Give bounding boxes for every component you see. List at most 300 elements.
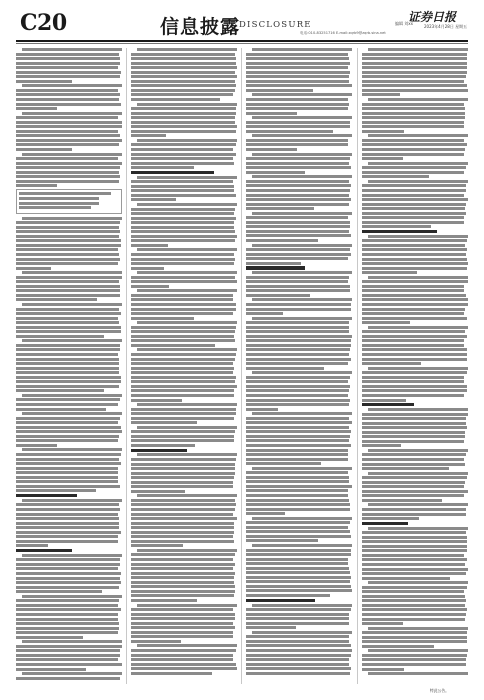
text-line	[16, 312, 121, 315]
text-line	[131, 517, 237, 520]
text-line	[16, 235, 119, 238]
text-line	[16, 540, 118, 543]
text-line	[368, 48, 468, 51]
text-line	[362, 317, 467, 320]
text-line	[362, 303, 468, 306]
text-line	[22, 112, 122, 115]
text-line	[246, 385, 350, 388]
section-title: 信息披露	[160, 16, 241, 38]
text-line	[22, 303, 122, 306]
text-line	[131, 62, 236, 65]
text-line	[246, 453, 348, 456]
text-line	[246, 253, 351, 256]
text-line	[246, 171, 305, 174]
text-line	[16, 636, 83, 639]
text-line	[362, 362, 421, 365]
text-line	[362, 62, 467, 65]
text-line	[16, 180, 119, 183]
text-line	[246, 280, 348, 283]
text-line	[362, 536, 467, 539]
text-line	[362, 476, 467, 479]
text-line	[131, 421, 197, 424]
text-line	[362, 431, 465, 434]
text-line	[22, 412, 122, 415]
text-line	[22, 672, 122, 675]
text-line	[362, 166, 466, 169]
text-line	[246, 121, 350, 124]
text-line	[16, 130, 118, 133]
text-line	[131, 253, 234, 256]
text-line	[131, 463, 235, 466]
text-line	[16, 93, 120, 96]
text-line	[16, 321, 119, 324]
text-line	[131, 121, 235, 124]
text-line	[16, 522, 119, 525]
text-line	[362, 244, 465, 247]
text-line	[368, 180, 468, 183]
text-line	[131, 380, 235, 383]
text-line	[246, 53, 348, 56]
text-line	[131, 134, 166, 137]
text-line	[252, 134, 352, 137]
text-line	[246, 125, 350, 128]
text-line	[362, 289, 464, 292]
text-line	[362, 175, 429, 178]
text-line	[252, 271, 352, 274]
text-line	[131, 258, 235, 261]
text-line	[246, 62, 350, 65]
text-line	[246, 194, 349, 197]
text-line	[246, 103, 349, 106]
text-line	[16, 125, 122, 128]
text-line	[246, 66, 348, 69]
column-divider	[357, 48, 358, 684]
text-line	[131, 198, 176, 201]
text-line	[362, 335, 467, 338]
issue-date: 2023年4月28日 星期五	[424, 24, 468, 29]
text-line	[131, 326, 236, 329]
text-line	[362, 198, 468, 201]
text-line	[246, 294, 310, 297]
text-line	[16, 444, 57, 447]
text-line	[362, 116, 465, 119]
text-line	[16, 517, 119, 520]
text-line	[131, 672, 212, 675]
text-line	[16, 294, 120, 297]
text-line	[22, 153, 122, 156]
text-line	[246, 462, 321, 465]
text-line	[16, 175, 120, 178]
text-line	[16, 654, 120, 657]
text-line	[246, 580, 350, 583]
text-line	[246, 335, 352, 338]
text-line	[368, 408, 468, 411]
text-line	[362, 248, 467, 251]
text-line	[246, 399, 350, 402]
text-line	[131, 112, 236, 115]
text-line	[362, 148, 465, 151]
text-line	[131, 344, 215, 347]
text-line	[16, 453, 121, 456]
section-heading-line	[16, 494, 77, 497]
text-line	[246, 449, 348, 452]
text-line	[246, 571, 350, 574]
text-line	[16, 577, 120, 580]
text-line	[246, 622, 349, 625]
text-line	[131, 75, 237, 78]
text-line	[362, 157, 403, 160]
text-line	[362, 308, 465, 311]
text-line	[131, 522, 234, 525]
text-line	[362, 262, 468, 265]
text-line	[16, 471, 118, 474]
text-line	[362, 380, 464, 383]
text-line	[131, 194, 236, 197]
text-line	[368, 235, 468, 238]
text-line	[246, 344, 351, 347]
text-line	[252, 317, 352, 320]
text-line	[16, 226, 119, 229]
text-line	[16, 485, 120, 488]
text-line	[368, 98, 468, 101]
text-line	[362, 481, 465, 484]
text-line	[362, 554, 464, 557]
text-line	[16, 89, 118, 92]
text-line	[131, 244, 168, 247]
text-line	[246, 562, 348, 565]
text-line	[131, 667, 237, 670]
text-line	[246, 362, 348, 365]
text-line	[16, 103, 121, 106]
text-line	[362, 125, 464, 128]
text-line	[246, 358, 351, 361]
text-line	[131, 84, 236, 87]
text-line	[16, 280, 119, 283]
text-line	[362, 267, 467, 270]
text-line	[246, 658, 349, 661]
text-line	[22, 217, 122, 220]
text-line	[362, 485, 464, 488]
text-line	[131, 485, 233, 488]
text-line	[246, 353, 349, 356]
text-line	[246, 189, 350, 192]
text-line	[131, 285, 169, 288]
text-line	[16, 358, 119, 361]
text-line	[16, 572, 121, 575]
text-line	[362, 139, 464, 142]
text-line	[131, 303, 236, 306]
text-line	[16, 558, 120, 561]
text-line	[131, 308, 236, 311]
text-line	[131, 658, 233, 661]
text-line	[131, 280, 237, 283]
text-line	[246, 626, 296, 629]
text-line	[16, 371, 119, 374]
text-line	[246, 239, 318, 242]
text-line	[362, 572, 466, 575]
text-line	[362, 358, 467, 361]
text-line	[362, 640, 467, 643]
text-line	[137, 426, 237, 429]
text-line	[131, 531, 234, 534]
text-line	[131, 53, 235, 56]
text-line	[252, 244, 352, 247]
text-line	[246, 257, 348, 260]
text-line	[16, 166, 120, 169]
text-line	[137, 176, 237, 179]
text-line	[246, 157, 350, 160]
text-line	[362, 668, 404, 671]
text-line	[16, 604, 118, 607]
text-line	[16, 526, 119, 529]
masthead	[0, 0, 484, 44]
text-line	[362, 298, 468, 301]
text-line	[246, 326, 349, 329]
text-line	[16, 258, 120, 261]
text-line	[246, 521, 350, 524]
text-line	[16, 462, 121, 465]
text-line	[368, 134, 468, 137]
text-line	[246, 198, 351, 201]
text-line	[362, 216, 464, 219]
text-line	[16, 398, 120, 401]
text-line	[131, 125, 237, 128]
text-line	[246, 308, 351, 311]
table-row	[19, 192, 111, 195]
text-line	[16, 535, 118, 538]
text-line	[362, 75, 466, 78]
text-line	[246, 80, 349, 83]
text-line	[16, 362, 119, 365]
text-line	[246, 589, 352, 592]
text-line	[16, 417, 120, 420]
text-line	[362, 531, 466, 534]
text-line	[246, 489, 348, 492]
column-divider	[126, 48, 127, 684]
text-line	[16, 586, 119, 589]
text-line	[362, 394, 464, 397]
text-line	[246, 430, 351, 433]
text-line	[246, 535, 351, 538]
text-line	[131, 367, 234, 370]
text-line	[16, 71, 121, 74]
text-line	[362, 239, 467, 242]
text-line	[368, 276, 468, 279]
text-line	[131, 267, 164, 270]
text-line	[362, 221, 464, 224]
text-line	[22, 448, 122, 451]
article-column-2	[131, 48, 237, 684]
text-line	[362, 636, 467, 639]
text-line	[362, 225, 431, 228]
text-line	[131, 408, 236, 411]
text-line	[362, 545, 467, 548]
text-line	[246, 403, 349, 406]
text-line	[362, 586, 467, 589]
text-line	[137, 644, 237, 647]
text-line	[131, 335, 234, 338]
text-line	[131, 663, 236, 666]
text-line	[16, 668, 86, 671]
text-line	[131, 212, 234, 215]
text-line	[16, 148, 72, 151]
text-line	[16, 627, 119, 630]
text-line	[362, 513, 466, 516]
text-line	[16, 330, 121, 333]
text-line	[16, 489, 96, 492]
text-line	[252, 153, 352, 156]
text-line	[246, 339, 351, 342]
text-line	[131, 590, 235, 593]
text-line	[16, 513, 118, 516]
text-line	[16, 353, 118, 356]
text-line	[137, 103, 237, 106]
text-line	[22, 84, 122, 87]
text-line	[362, 189, 466, 192]
text-line	[131, 298, 233, 301]
text-line	[362, 107, 465, 110]
table-box	[16, 189, 122, 213]
text-line	[246, 644, 351, 647]
text-line	[362, 467, 449, 470]
text-line	[246, 234, 351, 237]
text-line	[246, 539, 318, 542]
text-line	[16, 285, 120, 288]
text-line	[246, 499, 349, 502]
text-line	[246, 389, 349, 392]
text-line	[246, 162, 349, 165]
text-line	[362, 654, 467, 657]
text-line	[16, 162, 122, 165]
text-line	[368, 449, 468, 452]
text-line	[246, 180, 349, 183]
text-line	[362, 463, 465, 466]
text-line	[246, 262, 301, 265]
text-line	[131, 221, 234, 224]
text-line	[362, 631, 467, 634]
text-line	[16, 98, 119, 101]
article-columns	[16, 48, 468, 684]
text-line	[362, 622, 403, 625]
text-line	[16, 248, 118, 251]
text-line	[252, 631, 352, 634]
text-line	[246, 57, 349, 60]
text-line	[362, 171, 464, 174]
text-line	[246, 130, 333, 133]
text-line	[246, 376, 350, 379]
text-line	[246, 216, 348, 219]
text-line	[131, 503, 236, 506]
text-line	[131, 93, 233, 96]
text-line	[131, 208, 235, 211]
text-line	[131, 157, 233, 160]
text-line	[362, 271, 417, 274]
text-line	[131, 567, 233, 570]
text-line	[362, 508, 466, 511]
text-line	[131, 540, 234, 543]
text-line	[131, 635, 233, 638]
text-line	[362, 645, 434, 648]
text-line	[16, 221, 120, 224]
text-line	[16, 408, 106, 411]
text-line	[16, 645, 122, 648]
text-line	[16, 658, 118, 661]
text-line	[362, 312, 464, 315]
text-line	[246, 530, 350, 533]
table-row	[19, 202, 99, 205]
text-line	[131, 143, 236, 146]
section-heading-line	[362, 522, 408, 525]
text-line	[246, 649, 352, 652]
page-number: C20	[20, 10, 67, 36]
text-line	[16, 62, 120, 65]
text-line	[131, 226, 234, 229]
text-line	[246, 408, 278, 411]
text-line	[246, 394, 348, 397]
text-line	[246, 672, 350, 675]
header-rule-thin	[16, 43, 468, 44]
text-line	[131, 613, 235, 616]
text-line	[16, 230, 120, 233]
text-line	[131, 513, 233, 516]
text-line	[252, 298, 352, 301]
text-line	[246, 207, 314, 210]
text-line	[368, 649, 468, 652]
text-line	[362, 435, 465, 438]
text-line	[16, 608, 121, 611]
text-line	[16, 335, 104, 338]
text-line	[362, 207, 465, 210]
text-line	[131, 640, 181, 643]
text-line	[131, 116, 235, 119]
text-line	[16, 239, 121, 242]
text-line	[246, 84, 352, 87]
text-line	[362, 353, 467, 356]
text-line	[362, 57, 467, 60]
text-line	[131, 535, 233, 538]
text-line	[131, 631, 233, 634]
text-line	[131, 89, 235, 92]
text-line	[137, 203, 237, 206]
text-line	[131, 362, 233, 365]
text-line	[16, 508, 120, 511]
text-line	[16, 116, 118, 119]
text-line	[246, 549, 351, 552]
text-line	[131, 217, 236, 220]
text-line	[131, 508, 235, 511]
text-line	[246, 553, 351, 556]
text-line	[362, 577, 450, 580]
text-line	[246, 421, 352, 424]
text-line	[16, 107, 57, 110]
text-line	[362, 53, 467, 56]
text-line	[246, 203, 349, 206]
text-line	[16, 75, 120, 78]
section-subtitle: DISCLOSURE	[239, 20, 312, 30]
text-line	[16, 53, 119, 56]
text-line	[246, 71, 350, 74]
text-line	[246, 435, 350, 438]
text-line	[252, 467, 352, 470]
text-line	[16, 503, 119, 506]
text-line	[246, 594, 330, 597]
text-line	[246, 476, 349, 479]
text-line	[246, 576, 351, 579]
text-line	[131, 185, 234, 188]
text-line	[131, 654, 233, 657]
text-line	[131, 553, 235, 556]
text-line	[16, 476, 118, 479]
